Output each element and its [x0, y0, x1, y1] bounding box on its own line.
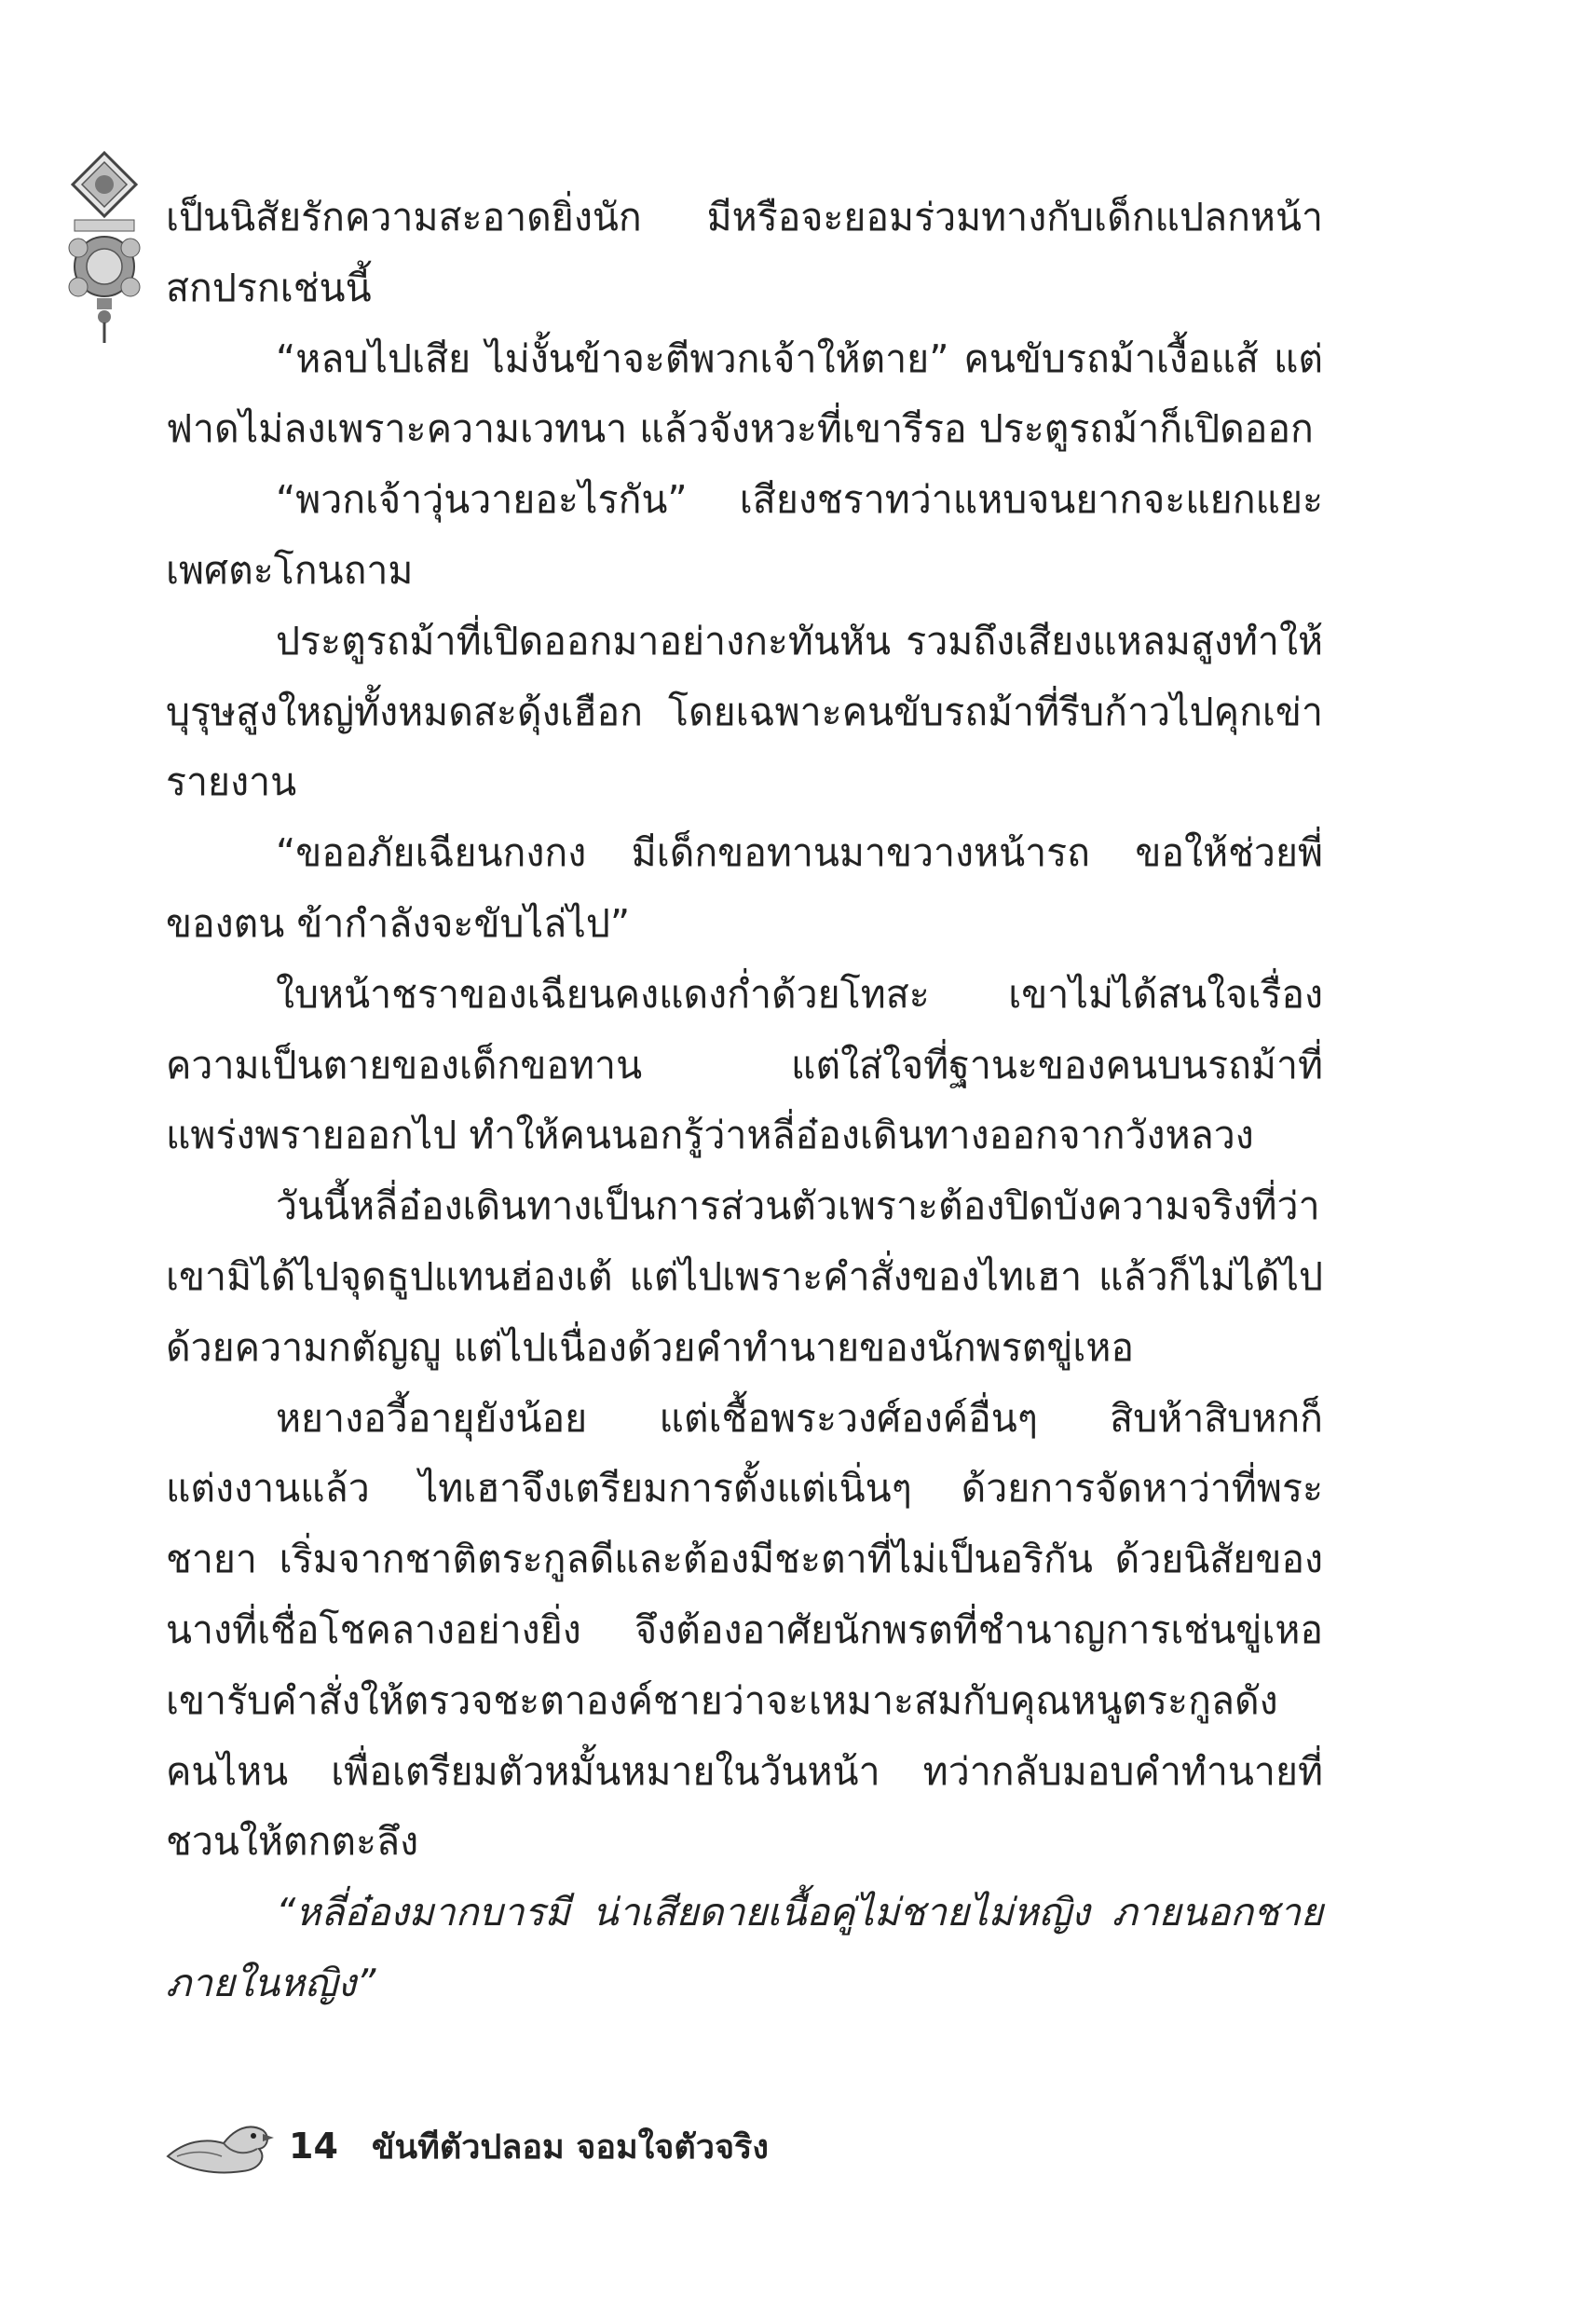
lantern-ornament-icon — [58, 149, 151, 345]
paragraph: หยางอวี้อายุยังน้อย แต่เชื้อพระวงศ์องค์อื่นๆ สิบห้าสิบหกก็แต่งงานแล้ว ไทเฮาจึงเตรียมการตั้งแต่เนิ่นๆ ด้วยการจัดหาว่าที่พระชายา เริ่มจากชาติตระกูลดีและต้องมีชะตาที่ไม่เป็นอริกัน ด้วยนิสัยของนางที่เชื่อโชคลางอย่างยิ่ง จึงต้องอาศัยนักพรตที่ชำนาญการเช่นขู่เหอ เขารับคำสั่งให้ตรวจชะตาองค์ชายว่าจะเหมาะสมกับคุณหนูตระกูลดังคนไหน เพื่อเตรียมตัวหมั้นหมายในวันหน้า ทว่ากลับมอบคำทำนายที่ชวนให้ตกตะลึง — [166, 1395, 1323, 1865]
paragraph: ประตูรถม้าที่เปิดออกมาอย่างกะทันหัน รวมถึงเสียงแหลมสูงทำให้บุรุษสูงใหญ่ทั้งหมดสะดุ้งเฮือก โดยเฉพาะคนขับรถม้าที่รีบก้าวไปคุกเข่ารายงาน — [166, 618, 1323, 805]
paragraph: “ขออภัยเฉียนกงกง มีเด็กขอทานมาขวางหน้ารถ ขอให้ช่วยพี่ของตน ข้ากำลังจะขับไล่ไป” — [166, 830, 1323, 946]
book-title: ขันทีตัวปลอม จอมใจตัวจริง — [371, 2127, 769, 2167]
paragraph: “พวกเจ้าวุ่นวายอะไรกัน” เสียงชราทว่าแหบจนยากจะแยกแยะเพศตะโกนถาม — [166, 477, 1323, 593]
mandarin-duck-icon — [164, 2113, 276, 2179]
quote-paragraph: “หลี่อ๋องมากบารมี น่าเสียดายเนื้อคู่ไม่ชายไม่หญิง ภายนอกชายภายในหญิง” — [166, 1890, 1323, 2005]
paragraph: “หลบไปเสีย ไม่งั้นข้าจะตีพวกเจ้าให้ตาย” คนขับรถม้าเงื้อแส้ แต่ฟาดไม่ลงเพราะความเวทนา แล้วจังหวะที่เขารีรอ ประตูรถม้าก็เปิดออก — [166, 335, 1323, 452]
page-footer — [164, 2113, 769, 2179]
paragraph: วันนี้หลี่อ๋องเดินทางเป็นการส่วนตัวเพราะต้องปิดบังความจริงที่ว่าเขามิได้ไปจุดธูปแทนฮ่องเต้ แต่ไปเพราะคำสั่งของไทเฮา แล้วก็ไม่ได้ไปด้วยความกตัญญู แต่ไปเนื่องด้วยคำทำนายของนักพรตขู่เหอ — [166, 1183, 1323, 1370]
paragraph: ใบหน้าชราของเฉียนคงแดงก่ำด้วยโทสะ เขาไม่ได้สนใจเรื่องความเป็นตายของเด็กขอทาน แต่ใส่ใจที่ฐานะของคนบนรถม้าที่แพร่งพรายออกไป ทำให้คนนอกรู้ว่าหลี่อ๋องเดินทางออกจากวังหลวง — [166, 971, 1323, 1158]
paragraph: เป็นนิสัยรักความสะอาดยิ่งนัก มีหรือจะยอมร่วมทางกับเด็กแปลกหน้าสกปรกเช่นนี้ — [166, 195, 1323, 310]
body-text — [166, 183, 1323, 2019]
page-number: 14 — [289, 2126, 338, 2167]
